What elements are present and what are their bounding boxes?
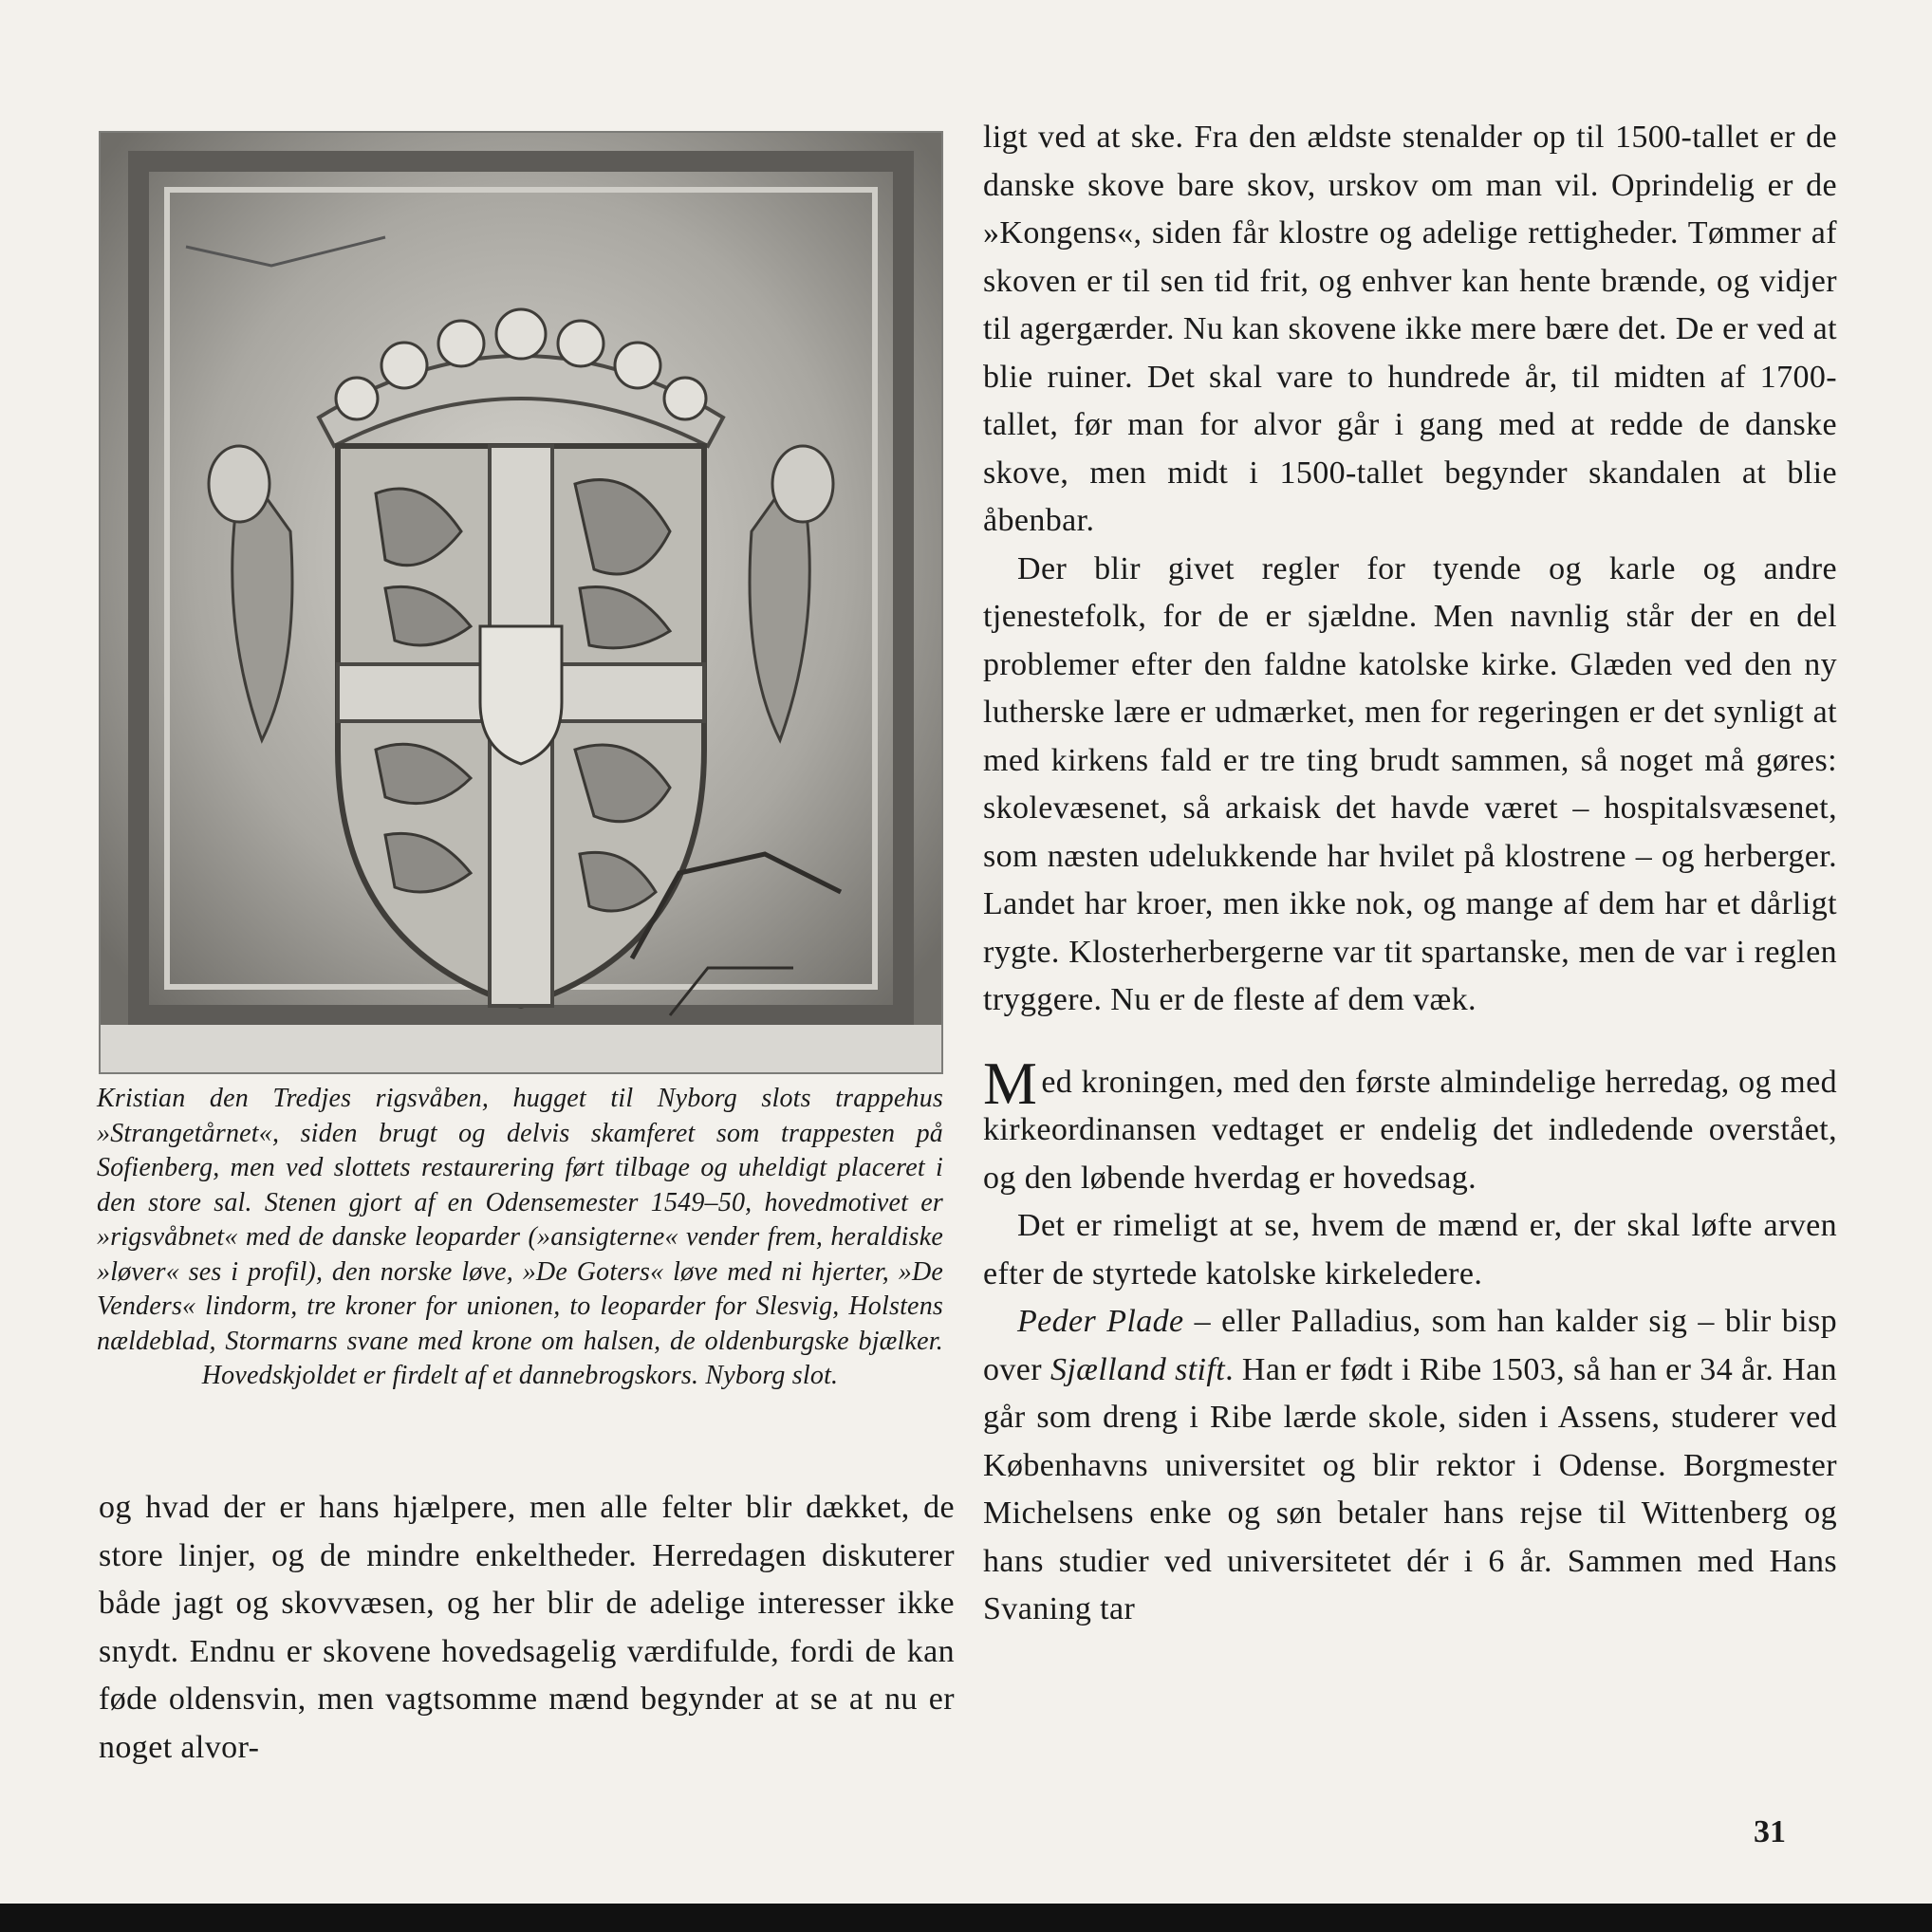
coat-of-arms-photo [99,131,943,1074]
person-name: Peder Plade [1017,1304,1184,1339]
right-text-column [983,114,1837,1634]
paragraph-text: – eller Palladius, som han kalder sig – blir bisp over [983,1304,1837,1387]
paragraph [983,1298,1837,1634]
page-number: 31 [1754,1814,1786,1849]
left-text-column [99,1484,955,1772]
paragraph: Der blir givet regler for tyende og karle og andre tjenestefolk, for de er sjældne. Men navnlig står der en del problemer efter den faldne katolske kirke. Glæden ved den ny lutherske lære er udmærket, men for regeringen er det synligt at med kirkens fald er tre ting brudt sammen, så noget må gøres: skolevæsenet, så arkaisk det havde været – hospitalsvæsenet, som næsten udelukkende har hvilet på klostrene – og herberger. Landet har kroer, men ikke nok, og mange af dem har et dårligt rygte. Klosterherbergerne var tit spartanske, men de var i reglen tryggere. Nu er de fleste af dem væk. [983,550,1837,1017]
section-start-paragraph [983,1049,1837,1203]
paragraph-text: ed kroningen, med den første almindelige herredag, og med kirkeordinansen vedtaget er endelig det indledende overstået, og den løbende hverdag er hovedsag. [983,1064,1837,1196]
paragraph: ligt ved at ske. Fra den ældste stenalder op til 1500-tallet er de danske skove bare skov, urskov om man vil. Oprindelig er de »Kongens«, siden får klostre og adelige rettigheder. Tømmer af skoven er til sen tid frit, og enhver kan hente brænde, og vidjer til agergærder. Nu kan skovene ikke mere bære det. De er ved at blie ruiner. Det skal vare to hundrede år, til midten af 1700-tallet, før man for alvor går i gang med at redde de danske skove, men midt i 1500-tallet begynder skandalen at blie åbenbar. [983,120,1837,538]
paragraph: og hvad der er hans hjælpere, men alle felter blir dækket, de store linjer, og de mindre enkeltheder. Herredagen diskuterer både jagt og skovvæsen, og her blir de adelige interesser ikke snydt. Endnu er skovene hovedsagelig værdifulde, fordi de kan føde oldensvin, men vagtsomme mænd begynder at se at nu er noget alvor- [99,1490,955,1765]
photo-caption: Kristian den Tredjes rigsvåben, hugget til Nyborg slots trappehus »Strangetårnet«, siden brugt og delvis skamferet som trappesten på Sofienberg, men ved slottets restaurering ført tilbage og uheldigt placeret i den store sal. Stenen gjort af en Odensemester 1549–50, hovedmotivet er »rigsvåbnet« med de danske leoparder (»ansigterne« vender frem, heraldiske »løver« ses i profil), den norske løve, »De Goters« løve med ni hjerter, »De Venders« lindorm, tre kroner for unionen, to leoparder for Slesvig, Holstens nældeblad, Stormarns svane med krone om halsen, de oldenburgske bjælker. Hovedskjoldet er firdelt af et dannebrogskors. Nyborg slot. [97,1084,943,1390]
paragraph-text: . Han er født i Ribe 1503, så han er 34 år. Han går som dreng i Ribe lærde skole, siden i Assens, studerer ved Københavns universitet og blir rektor i Odense. Borgmester Michelsens enke og søn betaler hans rejse til Wittenberg og hans studier ved universitetet dér i 6 år. Sammen med Hans Svaning tar [983,1351,1838,1626]
place-name: Sjælland stift [1050,1351,1226,1387]
page-edge-shadow [0,1904,1932,1932]
carved-stone-coat-of-arms-icon [101,133,941,1072]
drop-cap: M [983,1049,1038,1117]
paragraph: Det er rimeligt at se, hvem de mænd er, der skal løfte arven efter de styrtede katolske kirkeledere. [983,1208,1837,1291]
